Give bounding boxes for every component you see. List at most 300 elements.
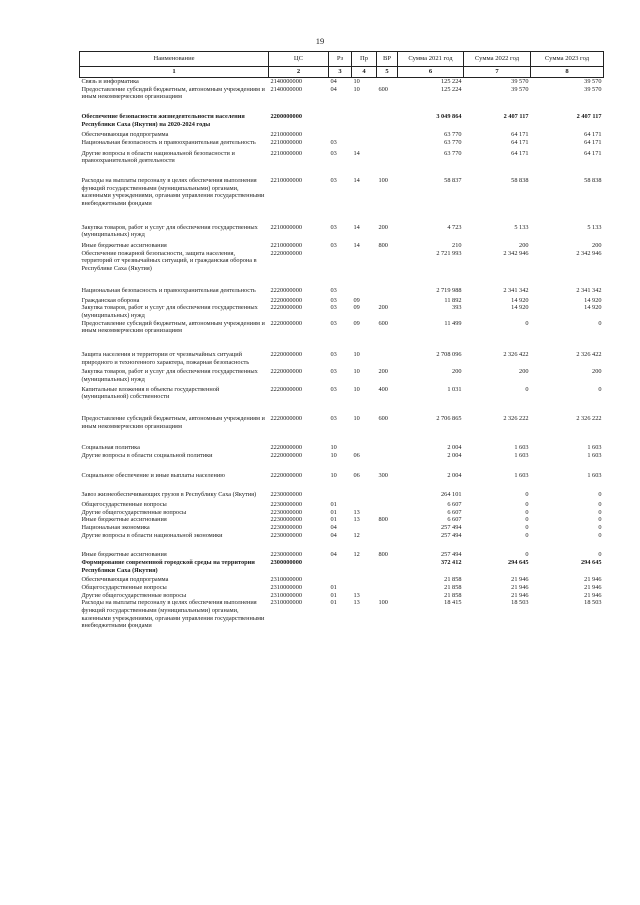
cell-sum-2023: 2 341 342 bbox=[576, 286, 602, 294]
header-cs: ЦС bbox=[269, 52, 329, 67]
cell-pr: 09 bbox=[353, 296, 360, 304]
column-number-row bbox=[80, 67, 604, 78]
table-row bbox=[80, 147, 604, 165]
cell-name: Предоставление субсидий бюджетным, автономным учреждениям и иным некоммерческим организациям bbox=[81, 85, 265, 101]
cell-sum-2021: 264 101 bbox=[441, 491, 462, 499]
cell-vr bbox=[377, 273, 398, 295]
cell-vr bbox=[377, 592, 398, 600]
cell-vr: 200 bbox=[378, 223, 388, 231]
column-number: 1 bbox=[80, 67, 269, 78]
cell-vr: 600 bbox=[378, 414, 388, 422]
cell-pr bbox=[352, 559, 377, 574]
cell-sum-2022: 0 bbox=[525, 508, 529, 516]
table-row bbox=[80, 250, 604, 273]
cell-cs: 2220000000 bbox=[270, 249, 302, 257]
cell-cs: 2230000000 bbox=[270, 491, 302, 499]
cell-rz: 04 bbox=[330, 523, 337, 531]
cell-sum-2022: 2 326 222 bbox=[503, 414, 529, 422]
cell-sum-2022: 39 570 bbox=[511, 85, 529, 93]
table-row bbox=[80, 239, 604, 250]
cell-name: Национальная экономика bbox=[81, 523, 150, 531]
cell-sum-2021: 393 bbox=[452, 304, 462, 312]
table-row bbox=[80, 335, 604, 366]
cell-name: Социальная политика bbox=[81, 444, 140, 452]
table-row bbox=[80, 320, 604, 335]
cell-sum-2022: 2 326 422 bbox=[503, 350, 529, 358]
cell-name: Иные бюджетные ассигнования bbox=[81, 516, 167, 524]
cell-rz: 10 bbox=[330, 451, 337, 459]
cell-cs: 2230000000 bbox=[270, 508, 302, 516]
cell-rz: 03 bbox=[330, 149, 337, 157]
cell-sum-2021: 18 415 bbox=[444, 599, 462, 607]
table-row bbox=[80, 78, 604, 86]
cell-rz: 01 bbox=[330, 583, 337, 591]
table-row bbox=[80, 524, 604, 532]
cell-name: Другие вопросы в области национальной безопасности и правоохранительной деятельности bbox=[81, 149, 235, 165]
cell-sum-2023: 0 bbox=[598, 516, 602, 524]
cell-vr: 800 bbox=[378, 242, 388, 250]
cell-vr bbox=[377, 78, 398, 86]
cell-sum-2021: 21 858 bbox=[444, 591, 462, 599]
cell-pr bbox=[352, 574, 377, 584]
cell-sum-2022: 21 946 bbox=[511, 591, 529, 599]
cell-vr: 200 bbox=[378, 368, 388, 376]
cell-sum-2021: 4 723 bbox=[447, 223, 462, 231]
column-number: 5 bbox=[377, 67, 398, 78]
cell-pr bbox=[352, 524, 377, 532]
cell-cs: 2220000000 bbox=[270, 296, 302, 304]
cell-pr bbox=[352, 584, 377, 592]
cell-rz: 03 bbox=[330, 242, 337, 250]
cell-sum-2022: 200 bbox=[519, 242, 529, 250]
cell-rz bbox=[329, 574, 352, 584]
cell-rz bbox=[329, 101, 352, 128]
header-row bbox=[80, 52, 604, 67]
cell-pr: 10 bbox=[353, 350, 360, 358]
cell-sum-2023: 0 bbox=[598, 523, 602, 531]
cell-pr: 09 bbox=[353, 319, 360, 327]
cell-sum-2021: 372 412 bbox=[441, 558, 462, 566]
cell-sum-2021: 6 607 bbox=[447, 500, 462, 508]
cell-sum-2023: 21 946 bbox=[584, 583, 602, 591]
cell-pr: 10 bbox=[353, 78, 360, 86]
cell-sum-2022: 2 341 342 bbox=[503, 286, 529, 294]
cell-name: Национальная безопасность и правоохранительная деятельность bbox=[81, 286, 256, 294]
cell-rz: 04 bbox=[330, 78, 337, 86]
cell-sum-2022: 5 133 bbox=[514, 223, 529, 231]
cell-sum-2022: 64 171 bbox=[511, 149, 529, 157]
cell-sum-2021: 3 049 864 bbox=[436, 113, 462, 121]
cell-sum-2023: 0 bbox=[598, 385, 602, 393]
cell-rz: 04 bbox=[330, 531, 337, 539]
cell-cs: 2210000000 bbox=[270, 242, 302, 250]
cell-sum-2022: 0 bbox=[525, 551, 529, 559]
cell-sum-2021: 210 bbox=[452, 242, 462, 250]
cell-pr: 10 bbox=[353, 368, 360, 376]
cell-name: Завоз жизнеобеспечивающих грузов в Республику Саха (Якутия) bbox=[81, 491, 257, 499]
cell-pr: 06 bbox=[353, 451, 360, 459]
cell-sum-2022: 1 603 bbox=[514, 444, 529, 452]
cell-cs: 2310000000 bbox=[270, 576, 302, 584]
page-number: 19 bbox=[315, 36, 325, 46]
cell-name: Связь и информатика bbox=[81, 78, 139, 86]
cell-sum-2022: 64 171 bbox=[511, 139, 529, 147]
cell-sum-2021: 11 499 bbox=[444, 319, 462, 327]
cell-sum-2023: 0 bbox=[598, 319, 602, 327]
cell-name: Иные бюджетные ассигнования bbox=[81, 242, 167, 250]
cell-rz: 04 bbox=[330, 85, 337, 93]
header-rz: Рз bbox=[329, 52, 352, 67]
cell-cs: 2220000000 bbox=[270, 319, 302, 327]
table-row bbox=[80, 479, 604, 499]
cell-sum-2023: 294 645 bbox=[581, 558, 602, 566]
cell-sum-2023: 0 bbox=[598, 491, 602, 499]
cell-vr: 400 bbox=[378, 385, 388, 393]
cell-rz: 03 bbox=[330, 139, 337, 147]
cell-sum-2022: 0 bbox=[525, 491, 529, 499]
cell-rz: 03 bbox=[330, 385, 337, 393]
table-row bbox=[80, 539, 604, 559]
cell-pr: 13 bbox=[353, 516, 360, 524]
cell-vr bbox=[377, 139, 398, 147]
cell-sum-2023: 14 920 bbox=[584, 296, 602, 304]
cell-pr bbox=[352, 128, 377, 139]
table-row bbox=[80, 599, 604, 630]
cell-sum-2022: 1 603 bbox=[514, 471, 529, 479]
cell-vr: 300 bbox=[378, 471, 388, 479]
cell-sum-2023: 2 326 422 bbox=[576, 350, 602, 358]
cell-cs: 2210000000 bbox=[270, 223, 302, 231]
table-body bbox=[80, 78, 604, 630]
cell-vr bbox=[377, 509, 398, 517]
cell-sum-2023: 2 326 222 bbox=[576, 414, 602, 422]
cell-cs: 2310000000 bbox=[270, 599, 302, 607]
cell-sum-2023: 39 570 bbox=[584, 78, 602, 86]
cell-vr bbox=[377, 147, 398, 165]
cell-cs: 2220000000 bbox=[270, 385, 302, 393]
cell-name: Обеспечение пожарной безопасности, защита населения, территорий от чрезвычайных ситуаций, и гражданская оборона в Республике Саха (Якутия) bbox=[81, 249, 257, 273]
cell-sum-2023: 2 342 946 bbox=[576, 249, 602, 257]
cell-rz: 03 bbox=[330, 286, 337, 294]
cell-rz: 01 bbox=[330, 591, 337, 599]
cell-sum-2023: 64 171 bbox=[584, 149, 602, 157]
cell-pr bbox=[352, 273, 377, 295]
cell-vr: 100 bbox=[378, 177, 388, 185]
table-row bbox=[80, 366, 604, 383]
cell-pr: 10 bbox=[353, 414, 360, 422]
cell-rz: 10 bbox=[330, 444, 337, 452]
cell-vr bbox=[377, 430, 398, 452]
cell-pr: 14 bbox=[353, 242, 360, 250]
cell-sum-2023: 0 bbox=[598, 508, 602, 516]
cell-rz: 04 bbox=[330, 551, 337, 559]
cell-name: Общегосударственные вопросы bbox=[81, 583, 167, 591]
cell-sum-2021: 2 719 988 bbox=[436, 286, 462, 294]
cell-cs: 2230000000 bbox=[270, 551, 302, 559]
cell-name: Расходы на выплаты персоналу в целях обеспечения выполнения функций государственными (муниципальными) органами, казенными учреждениями, органами управления государственными внебюджетными фондами bbox=[81, 599, 265, 630]
cell-rz: 03 bbox=[330, 414, 337, 422]
cell-vr bbox=[377, 559, 398, 574]
cell-vr bbox=[377, 524, 398, 532]
cell-sum-2021: 257 494 bbox=[441, 523, 462, 531]
cell-cs: 2220000000 bbox=[270, 414, 302, 422]
cell-vr: 800 bbox=[378, 551, 388, 559]
cell-name: Закупка товаров, работ и услуг для обеспечения государственных (муниципальных) нужд bbox=[81, 368, 258, 383]
cell-sum-2023: 21 946 bbox=[584, 576, 602, 584]
cell-sum-2021: 63 770 bbox=[444, 131, 462, 139]
cell-sum-2022: 21 946 bbox=[511, 576, 529, 584]
cell-rz: 01 bbox=[330, 599, 337, 607]
cell-sum-2023: 0 bbox=[598, 551, 602, 559]
table-row bbox=[80, 208, 604, 239]
table-row bbox=[80, 532, 604, 540]
cell-cs: 2220000000 bbox=[270, 368, 302, 376]
cell-vr: 800 bbox=[378, 516, 388, 524]
cell-sum-2022: 0 bbox=[525, 516, 529, 524]
cell-pr: 10 bbox=[353, 385, 360, 393]
cell-rz: 03 bbox=[330, 350, 337, 358]
cell-sum-2022: 0 bbox=[525, 523, 529, 531]
cell-name: Другие вопросы в области национальной экономики bbox=[81, 531, 223, 539]
cell-name: Социальное обеспечение и иные выплаты населению bbox=[81, 471, 225, 479]
cell-name: Другие вопросы в области социальной политики bbox=[81, 451, 213, 459]
cell-vr bbox=[377, 101, 398, 128]
cell-name: Общегосударственные вопросы bbox=[81, 500, 167, 508]
cell-name: Обеспечение безопасности жизнедеятельности населения Республики Саха (Якутия) на 2020-2024 годы bbox=[81, 113, 245, 128]
cell-vr: 600 bbox=[378, 319, 388, 327]
cell-pr bbox=[352, 139, 377, 147]
cell-vr bbox=[377, 584, 398, 592]
cell-rz: 03 bbox=[330, 177, 337, 185]
table-row bbox=[80, 584, 604, 592]
cell-vr bbox=[377, 532, 398, 540]
cell-vr bbox=[377, 499, 398, 509]
cell-cs: 2230000000 bbox=[270, 531, 302, 539]
cell-sum-2021: 63 770 bbox=[444, 139, 462, 147]
cell-pr: 13 bbox=[353, 599, 360, 607]
cell-name: Формирование современной городской среды на территории Республики Саха (Якутия) bbox=[81, 558, 255, 574]
cell-rz bbox=[329, 479, 352, 499]
cell-rz: 03 bbox=[330, 304, 337, 312]
cell-pr: 13 bbox=[353, 508, 360, 516]
column-number: 4 bbox=[352, 67, 377, 78]
table-row bbox=[80, 460, 604, 480]
cell-cs: 2140000000 bbox=[270, 85, 302, 93]
cell-vr bbox=[377, 452, 398, 460]
table-row bbox=[80, 516, 604, 524]
cell-sum-2021: 58 837 bbox=[444, 177, 462, 185]
cell-sum-2023: 0 bbox=[598, 531, 602, 539]
cell-sum-2023: 18 503 bbox=[584, 599, 602, 607]
cell-rz bbox=[329, 128, 352, 139]
cell-cs: 2220000000 bbox=[270, 451, 302, 459]
cell-name: Капитальные вложения в объекты государственной (муниципальной) собственности bbox=[81, 385, 220, 401]
cell-vr bbox=[377, 479, 398, 499]
cell-sum-2021: 2 004 bbox=[447, 471, 462, 479]
cell-sum-2022: 39 570 bbox=[511, 78, 529, 86]
cell-rz bbox=[329, 559, 352, 574]
table-row bbox=[80, 139, 604, 147]
cell-pr: 14 bbox=[353, 149, 360, 157]
cell-rz: 10 bbox=[330, 471, 337, 479]
cell-sum-2021: 63 770 bbox=[444, 149, 462, 157]
cell-pr: 12 bbox=[353, 551, 360, 559]
cell-pr: 13 bbox=[353, 591, 360, 599]
table-row bbox=[80, 509, 604, 517]
column-number: 7 bbox=[464, 67, 531, 78]
cell-sum-2023: 200 bbox=[592, 368, 602, 376]
cell-sum-2022: 0 bbox=[525, 500, 529, 508]
cell-sum-2022: 2 407 117 bbox=[503, 113, 529, 121]
cell-pr bbox=[352, 499, 377, 509]
cell-sum-2022: 64 171 bbox=[511, 131, 529, 139]
cell-cs: 2220000000 bbox=[270, 471, 302, 479]
cell-vr bbox=[377, 128, 398, 139]
cell-sum-2023: 39 570 bbox=[584, 85, 602, 93]
cell-rz: 01 bbox=[330, 508, 337, 516]
column-number: 8 bbox=[531, 67, 604, 78]
cell-vr bbox=[377, 574, 398, 584]
cell-rz: 03 bbox=[330, 319, 337, 327]
cell-sum-2021: 125 224 bbox=[441, 85, 462, 93]
cell-pr bbox=[352, 430, 377, 452]
cell-pr: 06 bbox=[353, 471, 360, 479]
table-row bbox=[80, 574, 604, 584]
cell-sum-2022: 14 920 bbox=[511, 296, 529, 304]
cell-sum-2023: 64 171 bbox=[584, 139, 602, 147]
table-row bbox=[80, 165, 604, 208]
table-row bbox=[80, 384, 604, 401]
cell-name: Предоставление субсидий бюджетным, автономным учреждениям и иным некоммерческим организациям bbox=[81, 414, 265, 430]
cell-sum-2021: 257 494 bbox=[441, 551, 462, 559]
cell-pr: 14 bbox=[353, 223, 360, 231]
cell-sum-2021: 2 708 096 bbox=[436, 350, 462, 358]
cell-sum-2021: 2 004 bbox=[447, 444, 462, 452]
cell-vr bbox=[377, 295, 398, 305]
cell-sum-2023: 200 bbox=[592, 242, 602, 250]
header-vr: ВР bbox=[377, 52, 398, 67]
cell-pr: 09 bbox=[353, 304, 360, 312]
header-pr: Пр bbox=[352, 52, 377, 67]
table-row bbox=[80, 101, 604, 128]
cell-vr: 100 bbox=[378, 599, 388, 607]
cell-sum-2021: 6 607 bbox=[447, 508, 462, 516]
budget-table bbox=[79, 51, 604, 630]
cell-pr: 10 bbox=[353, 85, 360, 93]
cell-rz: 03 bbox=[330, 368, 337, 376]
table-row bbox=[80, 559, 604, 574]
cell-name: Другие общегосударственные вопросы bbox=[81, 508, 187, 516]
cell-sum-2022: 58 838 bbox=[511, 177, 529, 185]
cell-sum-2022: 0 bbox=[525, 319, 529, 327]
cell-sum-2021: 2 706 865 bbox=[436, 414, 462, 422]
header-name: Наименование bbox=[80, 52, 269, 67]
cell-sum-2023: 64 171 bbox=[584, 131, 602, 139]
header-sum-2022: Сумма 2022 год bbox=[464, 52, 531, 67]
cell-name: Гражданская оборона bbox=[81, 296, 140, 304]
cell-cs: 2220000000 bbox=[270, 304, 302, 312]
cell-rz: 03 bbox=[330, 296, 337, 304]
cell-cs: 2200000000 bbox=[270, 113, 302, 121]
cell-name: Защита населения и территории от чрезвычайных ситуаций природного и техногенного характера, пожарная безопасность bbox=[81, 350, 250, 366]
cell-name: Обеспечивающая подпрограмма bbox=[81, 576, 169, 584]
table-row bbox=[80, 128, 604, 139]
cell-pr: 14 bbox=[353, 177, 360, 185]
cell-cs: 2300000000 bbox=[270, 558, 302, 566]
cell-sum-2021: 11 892 bbox=[444, 296, 462, 304]
cell-sum-2022: 14 920 bbox=[511, 304, 529, 312]
cell-sum-2021: 21 858 bbox=[444, 576, 462, 584]
cell-cs: 2230000000 bbox=[270, 500, 302, 508]
cell-sum-2022: 21 946 bbox=[511, 583, 529, 591]
table-row bbox=[80, 430, 604, 452]
cell-cs: 2230000000 bbox=[270, 516, 302, 524]
table-row bbox=[80, 295, 604, 305]
cell-sum-2021: 125 224 bbox=[441, 78, 462, 86]
cell-pr bbox=[352, 101, 377, 128]
cell-rz bbox=[329, 250, 352, 273]
cell-cs: 2210000000 bbox=[270, 149, 302, 157]
cell-pr bbox=[352, 479, 377, 499]
cell-cs: 2210000000 bbox=[270, 131, 302, 139]
cell-sum-2021: 2 721 993 bbox=[436, 249, 462, 257]
cell-sum-2023: 0 bbox=[598, 500, 602, 508]
cell-sum-2022: 0 bbox=[525, 531, 529, 539]
table-row bbox=[80, 401, 604, 430]
table-row bbox=[80, 304, 604, 319]
cell-sum-2023: 58 838 bbox=[584, 177, 602, 185]
cell-sum-2022: 200 bbox=[519, 368, 529, 376]
cell-name: Закупка товаров, работ и услуг для обеспечения государственных (муниципальных) нужд bbox=[81, 223, 258, 239]
cell-sum-2023: 1 603 bbox=[587, 451, 602, 459]
table-row bbox=[80, 452, 604, 460]
cell-sum-2021: 1 031 bbox=[447, 385, 462, 393]
table-row bbox=[80, 592, 604, 600]
cell-cs: 2140000000 bbox=[270, 78, 302, 86]
cell-cs: 2210000000 bbox=[270, 177, 302, 185]
cell-sum-2023: 1 603 bbox=[587, 471, 602, 479]
cell-sum-2023: 1 603 bbox=[587, 444, 602, 452]
table-row bbox=[80, 86, 604, 101]
header-sum-2021: Сумма 2021 год bbox=[398, 52, 464, 67]
cell-sum-2023: 5 133 bbox=[587, 223, 602, 231]
column-number: 2 bbox=[269, 67, 329, 78]
cell-sum-2021: 6 607 bbox=[447, 516, 462, 524]
cell-vr bbox=[377, 250, 398, 273]
cell-pr bbox=[352, 250, 377, 273]
cell-cs: 2220000000 bbox=[270, 350, 302, 358]
cell-sum-2022: 1 603 bbox=[514, 451, 529, 459]
cell-name: Расходы на выплаты персоналу в целях обеспечения выполнения функций государственными (муниципальными) органами, казенными учреждениями, органами управления государственными внебюджетными фондами bbox=[81, 177, 265, 208]
cell-cs: 2210000000 bbox=[270, 139, 302, 147]
cell-rz: 01 bbox=[330, 516, 337, 524]
cell-sum-2021: 257 494 bbox=[441, 531, 462, 539]
column-number: 3 bbox=[329, 67, 352, 78]
column-number: 6 bbox=[398, 67, 464, 78]
cell-sum-2022: 0 bbox=[525, 385, 529, 393]
cell-name: Иные бюджетные ассигнования bbox=[81, 551, 167, 559]
cell-sum-2023: 21 946 bbox=[584, 591, 602, 599]
cell-sum-2021: 200 bbox=[452, 368, 462, 376]
cell-cs: 2310000000 bbox=[270, 591, 302, 599]
cell-cs: 2220000000 bbox=[270, 286, 302, 294]
header-sum-2023: Сумма 2023 год bbox=[531, 52, 604, 67]
cell-rz: 03 bbox=[330, 223, 337, 231]
table-row bbox=[80, 273, 604, 295]
cell-name: Национальная безопасность и правоохранительная деятельность bbox=[81, 139, 256, 147]
cell-name: Предоставление субсидий бюджетным, автономным учреждениям и иным некоммерческим организациям bbox=[81, 319, 265, 335]
cell-sum-2023: 14 920 bbox=[584, 304, 602, 312]
